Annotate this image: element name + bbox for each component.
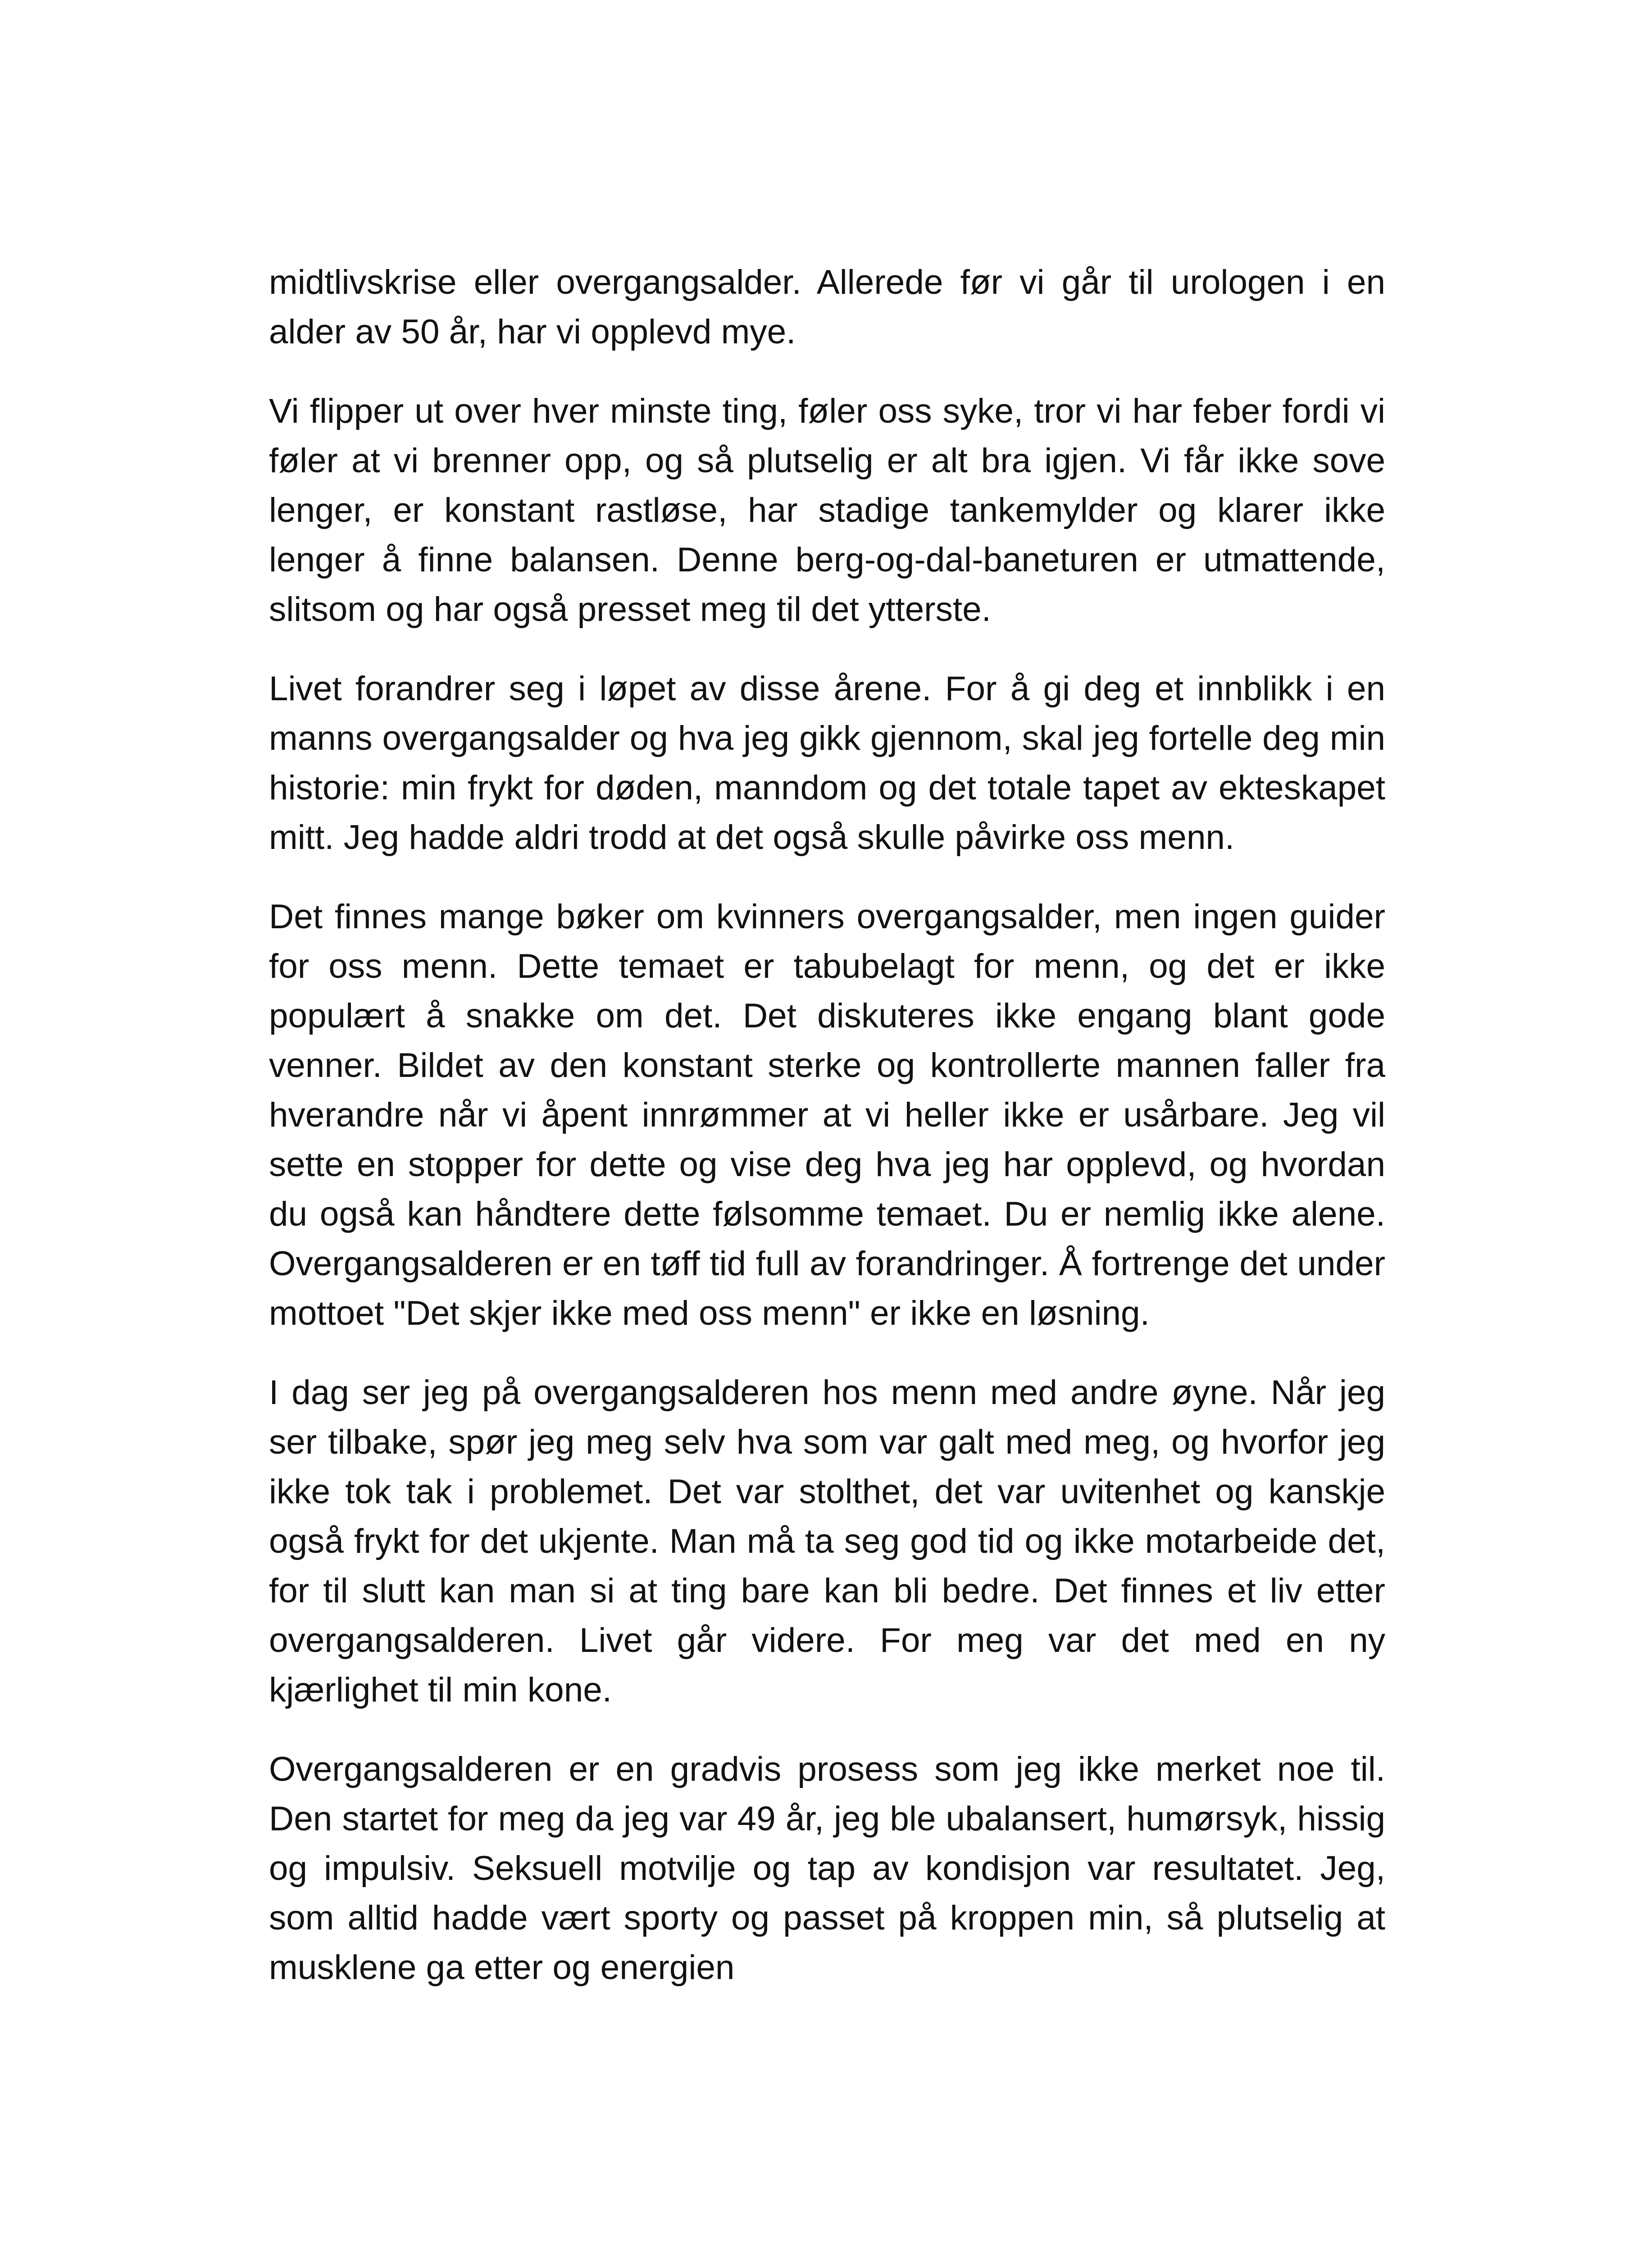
paragraph-4: Det finnes mange bøker om kvinners overgangsalder, men ingen guider for oss menn. Dette temaet er tabubelagt for menn, og det er ikke populært å snakke om det. Det diskuteres ikke engang blant gode venner. Bildet av den konstant sterke og kontrollerte mannen faller fra hverandre når vi åpent innrømmer at vi heller ikke er usårbare. Jeg vil sette en stopper for dette og vise deg hva jeg har opplevd, og hvordan du også kan håndtere dette følsomme temaet. Du er nemlig ikke alene. Overgangsalderen er en tøff tid full av forandringer. Å fortrenge det under mottoet "Det skjer ikke med oss menn" er ikke en løsning. xyxy=(269,898,1385,1332)
paragraph-3: Livet forandrer seg i løpet av disse årene. For å gi deg et innblikk i en manns overgangsalder og hva jeg gikk gjennom, skal jeg fortelle deg min historie: min frykt for døden, manndom og det totale tapet av ekteskapet mitt. Jeg hadde aldri trodd at det også skulle påvirke oss menn. xyxy=(269,670,1385,857)
paragraph-1: midtlivskrise eller overgangsalder. Allerede før vi går til urologen i en alder av 50 år, har vi opplevd mye. xyxy=(269,263,1385,351)
paragraph-6: Overgangsalderen er en gradvis prosess som jeg ikke merket noe til. Den startet for meg da jeg var 49 år, jeg ble ubalansert, humørsyk, hissig og impulsiv. Seksuell motvilje og tap av kondisjon var resultatet. Jeg, som alltid hadde vært sporty og passet på kroppen min, så plutselig at musklene ga etter og energien xyxy=(269,1750,1385,1987)
paragraph-5: I dag ser jeg på overgangsalderen hos menn med andre øyne. Når jeg ser tilbake, spør jeg meg selv hva som var galt med meg, og hvorfor jeg ikke tok tak i problemet. Det var stolthet, det var uvitenhet og kanskje også frykt for det ukjente. Man må ta seg god tid og ikke motarbeide det, for til slutt kan man si at ting bare kan bli bedre. Det finnes et liv etter overgangsalderen. Livet går videre. For meg var det med en ny kjærlighet til min kone. xyxy=(269,1373,1385,1709)
paragraph-2: Vi flipper ut over hver minste ting, føler oss syke, tror vi har feber fordi vi føler at vi brenner opp, og så plutselig er alt bra igjen. Vi får ikke sove lenger, er konstant rastløse, har stadige tankemylder og klarer ikke lenger å finne balansen. Denne berg-og-dal-baneturen er utmattende, slitsom og har også presset meg til det ytterste. xyxy=(269,392,1385,629)
body-text xyxy=(269,258,1385,1993)
